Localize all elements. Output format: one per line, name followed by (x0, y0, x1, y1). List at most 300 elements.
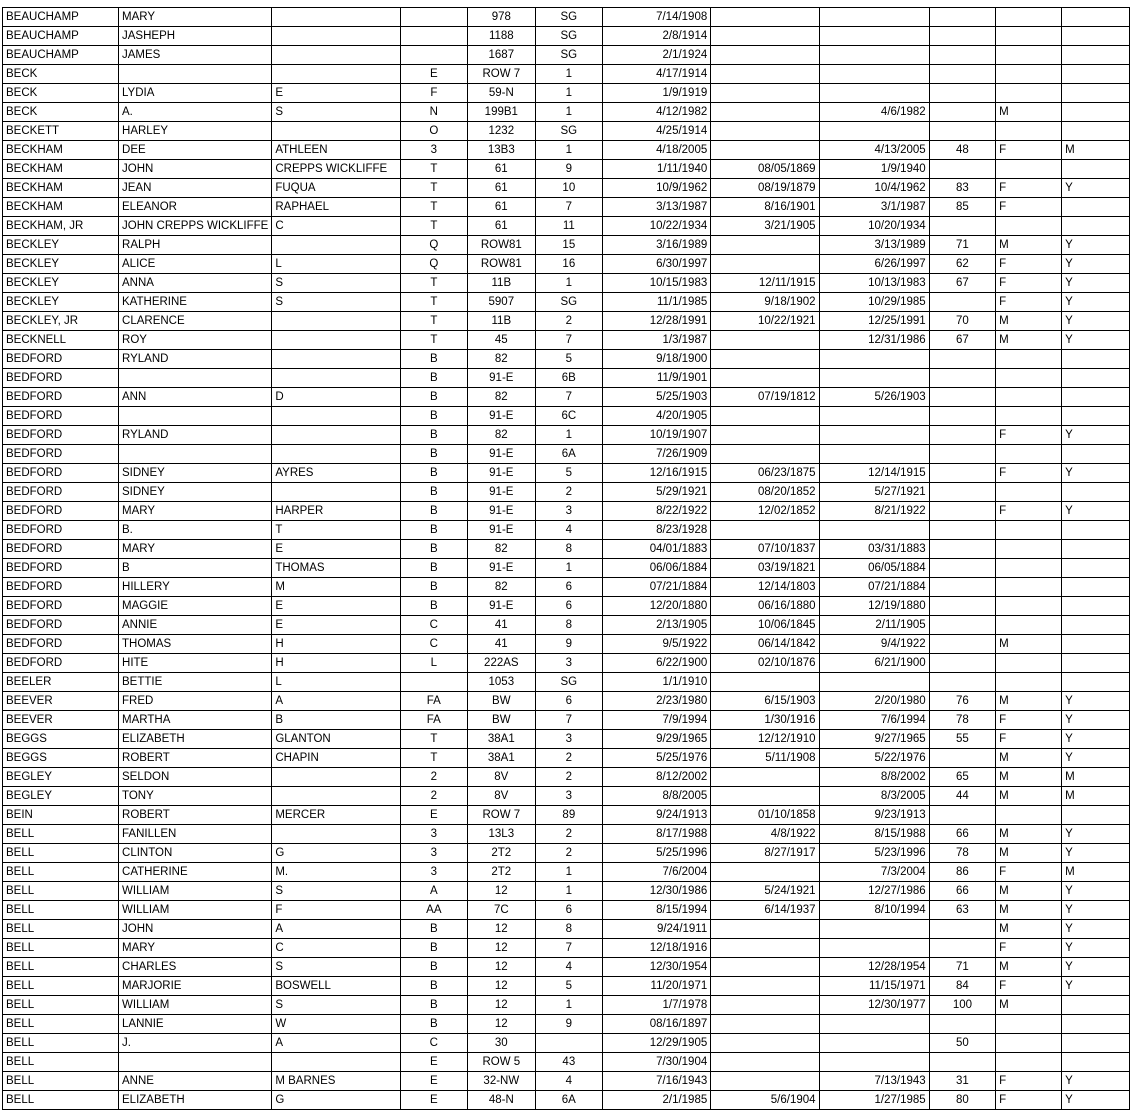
lot-cell: 91-E (467, 445, 535, 464)
age-cell (929, 483, 995, 502)
first-name-cell: CLARENCE (119, 312, 272, 331)
death-date-cell: 1/9/1940 (819, 160, 929, 179)
surname-cell: BELL (3, 1053, 119, 1072)
age-cell (929, 502, 995, 521)
birth-date-cell (711, 521, 819, 540)
section-cell: T (400, 312, 467, 331)
flag-cell (1062, 597, 1130, 616)
flag-cell (1062, 46, 1130, 65)
table-row (3, 901, 1130, 920)
age-cell (929, 84, 995, 103)
section-cell: B (400, 958, 467, 977)
flag-cell (1062, 198, 1130, 217)
lot-cell: 2T2 (467, 863, 535, 882)
lot-cell: 1232 (467, 122, 535, 141)
death-date-cell: 2/20/1980 (819, 692, 929, 711)
lot-cell: BW (467, 692, 535, 711)
surname-cell: BEDFORD (3, 369, 119, 388)
burial-date-cell: 4/20/1905 (602, 407, 710, 426)
sex-cell: F (996, 939, 1062, 958)
death-date-cell: 5/23/1996 (819, 844, 929, 863)
section-cell: L (400, 654, 467, 673)
death-date-cell (819, 122, 929, 141)
section-cell: B (400, 464, 467, 483)
middle-name-cell (272, 312, 400, 331)
surname-cell: BEDFORD (3, 483, 119, 502)
flag-cell: Y (1062, 882, 1130, 901)
section-cell: A (400, 882, 467, 901)
age-cell (929, 654, 995, 673)
first-name-cell: HITE (119, 654, 272, 673)
age-cell: 44 (929, 787, 995, 806)
surname-cell: BEDFORD (3, 350, 119, 369)
first-name-cell: RYLAND (119, 350, 272, 369)
burial-date-cell: 9/18/1900 (602, 350, 710, 369)
table-row (3, 198, 1130, 217)
grave-cell: 9 (535, 1015, 602, 1034)
sex-cell (996, 1015, 1062, 1034)
section-cell: 2 (400, 787, 467, 806)
lot-cell: 1687 (467, 46, 535, 65)
section-cell: T (400, 293, 467, 312)
flag-cell: Y (1062, 711, 1130, 730)
flag-cell: M (1062, 768, 1130, 787)
sex-cell (996, 407, 1062, 426)
table-row (3, 426, 1130, 445)
age-cell (929, 426, 995, 445)
lot-cell: 61 (467, 179, 535, 198)
surname-cell: BECKHAM (3, 141, 119, 160)
age-cell: 100 (929, 996, 995, 1015)
death-date-cell (819, 407, 929, 426)
birth-date-cell: 08/05/1869 (711, 160, 819, 179)
lot-cell: 38A1 (467, 730, 535, 749)
grave-cell: 16 (535, 255, 602, 274)
age-cell: 78 (929, 844, 995, 863)
middle-name-cell: E (272, 616, 400, 635)
burial-date-cell: 9/24/1911 (602, 920, 710, 939)
burial-date-cell: 5/25/1976 (602, 749, 710, 768)
lot-cell: 41 (467, 616, 535, 635)
birth-date-cell (711, 920, 819, 939)
grave-cell: 9 (535, 635, 602, 654)
middle-name-cell: HARPER (272, 502, 400, 521)
grave-cell: SG (535, 673, 602, 692)
sex-cell (996, 388, 1062, 407)
birth-date-cell: 12/12/1910 (711, 730, 819, 749)
age-cell: 31 (929, 1072, 995, 1091)
first-name-cell: ANNE (119, 1072, 272, 1091)
age-cell (929, 635, 995, 654)
grave-cell: 6A (535, 1091, 602, 1110)
flag-cell (1062, 388, 1130, 407)
first-name-cell: MAGGIE (119, 597, 272, 616)
sex-cell: M (996, 768, 1062, 787)
burial-date-cell: 3/16/1989 (602, 236, 710, 255)
first-name-cell: WILLIAM (119, 901, 272, 920)
middle-name-cell (272, 331, 400, 350)
first-name-cell: B (119, 559, 272, 578)
table-row (3, 578, 1130, 597)
grave-cell: 3 (535, 787, 602, 806)
surname-cell: BEIN (3, 806, 119, 825)
birth-date-cell (711, 673, 819, 692)
middle-name-cell: H (272, 654, 400, 673)
table-row (3, 350, 1130, 369)
section-cell: AA (400, 901, 467, 920)
death-date-cell (819, 1015, 929, 1034)
surname-cell: BEDFORD (3, 635, 119, 654)
table-row (3, 274, 1130, 293)
section-cell: B (400, 369, 467, 388)
grave-cell: 43 (535, 1053, 602, 1072)
surname-cell: BEEVER (3, 692, 119, 711)
death-date-cell: 12/19/1880 (819, 597, 929, 616)
burial-date-cell: 9/24/1913 (602, 806, 710, 825)
lot-cell: 7C (467, 901, 535, 920)
surname-cell: BEDFORD (3, 521, 119, 540)
birth-date-cell (711, 236, 819, 255)
burial-date-cell: 7/30/1904 (602, 1053, 710, 1072)
middle-name-cell (272, 8, 400, 27)
grave-cell: 2 (535, 825, 602, 844)
lot-cell: 61 (467, 217, 535, 236)
grave-cell: 6 (535, 597, 602, 616)
age-cell (929, 559, 995, 578)
birth-date-cell: 9/18/1902 (711, 293, 819, 312)
flag-cell (1062, 1015, 1130, 1034)
grave-cell: SG (535, 46, 602, 65)
birth-date-cell (711, 122, 819, 141)
first-name-cell: ELIZABETH (119, 1091, 272, 1110)
flag-cell: M (1062, 787, 1130, 806)
first-name-cell: FRED (119, 692, 272, 711)
grave-cell: 7 (535, 388, 602, 407)
lot-cell: 5907 (467, 293, 535, 312)
middle-name-cell (272, 825, 400, 844)
surname-cell: BEDFORD (3, 426, 119, 445)
first-name-cell: ELIZABETH (119, 730, 272, 749)
flag-cell: Y (1062, 730, 1130, 749)
age-cell (929, 445, 995, 464)
flag-cell: Y (1062, 464, 1130, 483)
surname-cell: BELL (3, 844, 119, 863)
death-date-cell (819, 521, 929, 540)
flag-cell (1062, 673, 1130, 692)
section-cell: 3 (400, 844, 467, 863)
table-row (3, 217, 1130, 236)
surname-cell: BELL (3, 901, 119, 920)
lot-cell: BW (467, 711, 535, 730)
burial-date-cell: 11/1/1985 (602, 293, 710, 312)
birth-date-cell: 02/10/1876 (711, 654, 819, 673)
death-date-cell: 10/29/1985 (819, 293, 929, 312)
section-cell: B (400, 426, 467, 445)
flag-cell: Y (1062, 692, 1130, 711)
sex-cell (996, 27, 1062, 46)
birth-date-cell: 3/21/1905 (711, 217, 819, 236)
birth-date-cell (711, 407, 819, 426)
surname-cell: BELL (3, 1015, 119, 1034)
middle-name-cell: M BARNES (272, 1072, 400, 1091)
table-row (3, 27, 1130, 46)
table-row (3, 882, 1130, 901)
section-cell: C (400, 635, 467, 654)
sex-cell (996, 673, 1062, 692)
records-table (2, 7, 1130, 1110)
death-date-cell: 8/8/2002 (819, 768, 929, 787)
surname-cell: BEDFORD (3, 597, 119, 616)
surname-cell: BECKLEY (3, 293, 119, 312)
birth-date-cell: 5/24/1921 (711, 882, 819, 901)
first-name-cell: MARY (119, 8, 272, 27)
flag-cell: M (1062, 863, 1130, 882)
lot-cell: 91-E (467, 464, 535, 483)
table-row (3, 179, 1130, 198)
burial-date-cell: 12/20/1880 (602, 597, 710, 616)
grave-cell: 1 (535, 426, 602, 445)
sex-cell (996, 160, 1062, 179)
flag-cell (1062, 635, 1130, 654)
flag-cell (1062, 65, 1130, 84)
sex-cell (996, 217, 1062, 236)
burial-date-cell: 10/9/1962 (602, 179, 710, 198)
lot-cell: 32-NW (467, 1072, 535, 1091)
middle-name-cell: D (272, 388, 400, 407)
first-name-cell: DEE (119, 141, 272, 160)
birth-date-cell: 08/19/1879 (711, 179, 819, 198)
first-name-cell: SIDNEY (119, 483, 272, 502)
burial-date-cell: 07/21/1884 (602, 578, 710, 597)
table-row (3, 84, 1130, 103)
sex-cell (996, 8, 1062, 27)
death-date-cell (819, 939, 929, 958)
age-cell (929, 103, 995, 122)
age-cell: 62 (929, 255, 995, 274)
death-date-cell: 7/6/1994 (819, 711, 929, 730)
section-cell: B (400, 445, 467, 464)
flag-cell: Y (1062, 901, 1130, 920)
sex-cell (996, 46, 1062, 65)
burial-date-cell: 10/19/1907 (602, 426, 710, 445)
lot-cell: 48-N (467, 1091, 535, 1110)
first-name-cell: HILLERY (119, 578, 272, 597)
sex-cell: M (996, 103, 1062, 122)
table-row (3, 331, 1130, 350)
sex-cell: M (996, 331, 1062, 350)
age-cell (929, 578, 995, 597)
sex-cell: M (996, 920, 1062, 939)
surname-cell: BECKHAM, JR (3, 217, 119, 236)
flag-cell (1062, 540, 1130, 559)
age-cell (929, 407, 995, 426)
surname-cell: BEDFORD (3, 407, 119, 426)
lot-cell: 82 (467, 426, 535, 445)
first-name-cell: LANNIE (119, 1015, 272, 1034)
burial-date-cell: 7/14/1908 (602, 8, 710, 27)
section-cell: 2 (400, 768, 467, 787)
birth-date-cell: 1/30/1916 (711, 711, 819, 730)
birth-date-cell (711, 787, 819, 806)
middle-name-cell (272, 787, 400, 806)
grave-cell: 2 (535, 749, 602, 768)
birth-date-cell: 5/6/1904 (711, 1091, 819, 1110)
flag-cell: Y (1062, 293, 1130, 312)
burial-date-cell: 5/25/1903 (602, 388, 710, 407)
sex-cell: F (996, 730, 1062, 749)
birth-date-cell: 8/27/1917 (711, 844, 819, 863)
burial-date-cell: 9/29/1965 (602, 730, 710, 749)
death-date-cell: 1/27/1985 (819, 1091, 929, 1110)
table-row (3, 977, 1130, 996)
sex-cell: F (996, 426, 1062, 445)
burial-date-cell: 8/8/2005 (602, 787, 710, 806)
death-date-cell: 4/6/1982 (819, 103, 929, 122)
first-name-cell: MARY (119, 939, 272, 958)
first-name-cell: MARJORIE (119, 977, 272, 996)
lot-cell: 91-E (467, 483, 535, 502)
table-row (3, 1091, 1130, 1110)
first-name-cell: JASHEPH (119, 27, 272, 46)
lot-cell: 82 (467, 578, 535, 597)
grave-cell: 6A (535, 445, 602, 464)
burial-date-cell: 2/1/1985 (602, 1091, 710, 1110)
birth-date-cell: 6/15/1903 (711, 692, 819, 711)
surname-cell: BELL (3, 996, 119, 1015)
middle-name-cell (272, 46, 400, 65)
death-date-cell: 8/3/2005 (819, 787, 929, 806)
surname-cell: BEDFORD (3, 616, 119, 635)
section-cell (400, 8, 467, 27)
lot-cell: ROW81 (467, 236, 535, 255)
middle-name-cell (272, 65, 400, 84)
flag-cell: Y (1062, 1072, 1130, 1091)
grave-cell: 4 (535, 521, 602, 540)
sex-cell (996, 616, 1062, 635)
first-name-cell: MARTHA (119, 711, 272, 730)
middle-name-cell: RAPHAEL (272, 198, 400, 217)
table-row (3, 768, 1130, 787)
death-date-cell (819, 27, 929, 46)
burial-date-cell: 7/6/2004 (602, 863, 710, 882)
lot-cell: 45 (467, 331, 535, 350)
grave-cell: 6 (535, 692, 602, 711)
section-cell: E (400, 1053, 467, 1072)
table-row (3, 673, 1130, 692)
age-cell (929, 597, 995, 616)
table-row (3, 502, 1130, 521)
grave-cell: 1 (535, 863, 602, 882)
first-name-cell: ALICE (119, 255, 272, 274)
death-date-cell: 5/26/1903 (819, 388, 929, 407)
section-cell: FA (400, 692, 467, 711)
birth-date-cell (711, 863, 819, 882)
age-cell: 48 (929, 141, 995, 160)
grave-cell: SG (535, 122, 602, 141)
birth-date-cell: 8/16/1901 (711, 198, 819, 217)
surname-cell: BEGLEY (3, 787, 119, 806)
flag-cell: M (1062, 141, 1130, 160)
table-row (3, 559, 1130, 578)
sex-cell: M (996, 996, 1062, 1015)
first-name-cell: WILLIAM (119, 882, 272, 901)
lot-cell: 199B1 (467, 103, 535, 122)
table-row (3, 103, 1130, 122)
birth-date-cell: 08/20/1852 (711, 483, 819, 502)
flag-cell (1062, 27, 1130, 46)
table-row (3, 939, 1130, 958)
section-cell: E (400, 1072, 467, 1091)
lot-cell: 13L3 (467, 825, 535, 844)
death-date-cell: 3/13/1989 (819, 236, 929, 255)
first-name-cell: JOHN (119, 920, 272, 939)
grave-cell: 10 (535, 179, 602, 198)
flag-cell (1062, 8, 1130, 27)
grave-cell: 2 (535, 768, 602, 787)
first-name-cell: SELDON (119, 768, 272, 787)
middle-name-cell (272, 768, 400, 787)
age-cell (929, 464, 995, 483)
surname-cell: BEDFORD (3, 445, 119, 464)
first-name-cell: LYDIA (119, 84, 272, 103)
death-date-cell: 5/22/1976 (819, 749, 929, 768)
surname-cell: BECKLEY (3, 274, 119, 293)
middle-name-cell: E (272, 540, 400, 559)
burial-date-cell: 12/16/1915 (602, 464, 710, 483)
age-cell (929, 46, 995, 65)
sex-cell: F (996, 255, 1062, 274)
death-date-cell (819, 426, 929, 445)
grave-cell: 3 (535, 502, 602, 521)
flag-cell: Y (1062, 236, 1130, 255)
surname-cell: BELL (3, 920, 119, 939)
death-date-cell (819, 920, 929, 939)
sex-cell (996, 806, 1062, 825)
flag-cell (1062, 483, 1130, 502)
age-cell (929, 939, 995, 958)
section-cell: E (400, 806, 467, 825)
age-cell: 71 (929, 236, 995, 255)
death-date-cell (819, 369, 929, 388)
flag-cell (1062, 521, 1130, 540)
burial-date-cell: 10/15/1983 (602, 274, 710, 293)
sex-cell: F (996, 1072, 1062, 1091)
first-name-cell: ROY (119, 331, 272, 350)
first-name-cell: ROBERT (119, 806, 272, 825)
first-name-cell: JOHN (119, 160, 272, 179)
sex-cell (996, 597, 1062, 616)
lot-cell: 91-E (467, 502, 535, 521)
surname-cell: BEGLEY (3, 768, 119, 787)
lot-cell: ROW 5 (467, 1053, 535, 1072)
first-name-cell: ANNIE (119, 616, 272, 635)
age-cell (929, 540, 995, 559)
lot-cell: 11B (467, 312, 535, 331)
middle-name-cell (272, 445, 400, 464)
age-cell: 66 (929, 825, 995, 844)
surname-cell: BELL (3, 825, 119, 844)
first-name-cell: JAMES (119, 46, 272, 65)
birth-date-cell (711, 996, 819, 1015)
surname-cell: BECKLEY (3, 236, 119, 255)
lot-cell: 91-E (467, 521, 535, 540)
death-date-cell: 10/13/1983 (819, 274, 929, 293)
middle-name-cell: B (272, 711, 400, 730)
burial-date-cell: 7/26/1909 (602, 445, 710, 464)
lot-cell: 82 (467, 540, 535, 559)
death-date-cell: 10/20/1934 (819, 217, 929, 236)
middle-name-cell: AYRES (272, 464, 400, 483)
